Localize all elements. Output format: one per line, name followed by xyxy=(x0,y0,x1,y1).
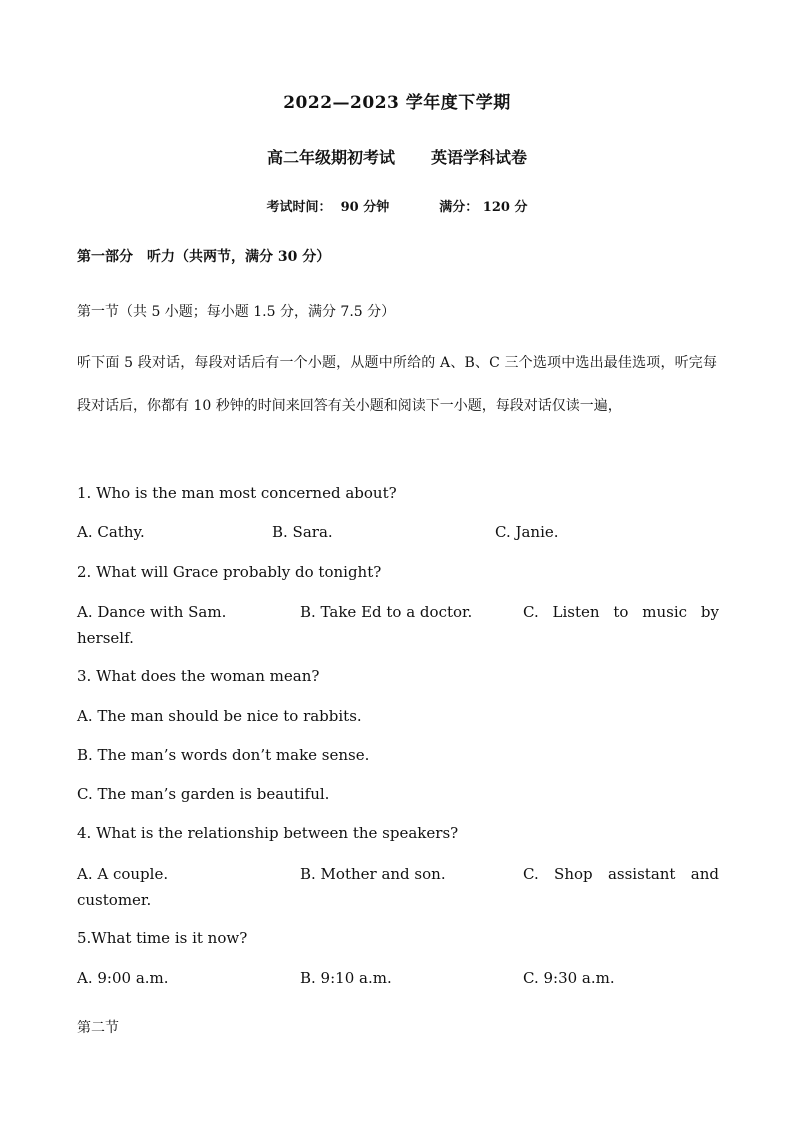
school-year-title: 2022—2023 学年度下学期 xyxy=(283,93,511,113)
exam-name: 高二年级期初考试 xyxy=(266,148,395,167)
part1-heading: 第一部分 听力（共两节，满分 30 分） xyxy=(77,249,331,265)
q1-option-a: A. Cathy. xyxy=(77,523,145,541)
q4-option-c: C. Shop assistant and xyxy=(523,865,719,883)
q4-option-b: B. Mother and son. xyxy=(300,865,446,883)
q2-option-c: C. Listen to music by xyxy=(523,603,719,621)
q1-option-b: B. Sara. xyxy=(272,523,333,541)
q5-option-b: B. 9:10 a.m. xyxy=(300,969,392,987)
q3-option-c: C. The man’s garden is beautiful. xyxy=(77,785,330,803)
q2-option-c-cont: herself. xyxy=(77,629,134,647)
q1-option-c: C. Janie. xyxy=(495,523,559,541)
exam-meta xyxy=(0,196,794,215)
q3-option-b: B. The man’s words don’t make sense. xyxy=(77,746,370,764)
score-value: 120 分 xyxy=(482,200,528,215)
q3-option-a: A. The man should be nice to rabbits. xyxy=(77,707,362,725)
q5-option-a: A. 9:00 a.m. xyxy=(77,969,169,987)
subject-name: 英语学科试卷 xyxy=(431,148,528,167)
q4-option-c-cont: customer. xyxy=(77,891,152,909)
question-1-stem: 1. Who is the man most concerned about? xyxy=(77,484,397,502)
section1-heading: 第一节（共 5 小题；每小题 1.5 分，满分 7.5 分） xyxy=(77,304,396,320)
question-3-stem: 3. What does the woman mean? xyxy=(77,667,320,685)
q5-option-c: C. 9:30 a.m. xyxy=(523,969,615,987)
exam-title xyxy=(0,145,794,168)
question-4-stem: 4. What is the relationship between the speakers? xyxy=(77,824,459,842)
q2-option-b: B. Take Ed to a doctor. xyxy=(300,603,473,621)
q4-option-a: A. A couple. xyxy=(77,865,169,883)
score-label: 满分： xyxy=(439,200,479,215)
question-2-stem: 2. What will Grace probably do tonight? xyxy=(77,563,382,581)
time-label: 考试时间： xyxy=(266,200,332,215)
listening-instructions: 听下面 5 段对话，每段对话后有一个小题，从题中所给的 A、B、C 三个选项中选出最佳选项，听完每段对话后，你都有 10 秒钟的时间来回答有关小题和阅读下一小题，每段对话仅读一遍， xyxy=(77,355,717,414)
question-5-stem: 5.What time is it now? xyxy=(77,929,248,947)
q2-option-a: A. Dance with Sam. xyxy=(77,603,227,621)
section2-heading: 第二节 xyxy=(77,1020,119,1036)
time-value: 90 分钟 xyxy=(340,200,390,215)
